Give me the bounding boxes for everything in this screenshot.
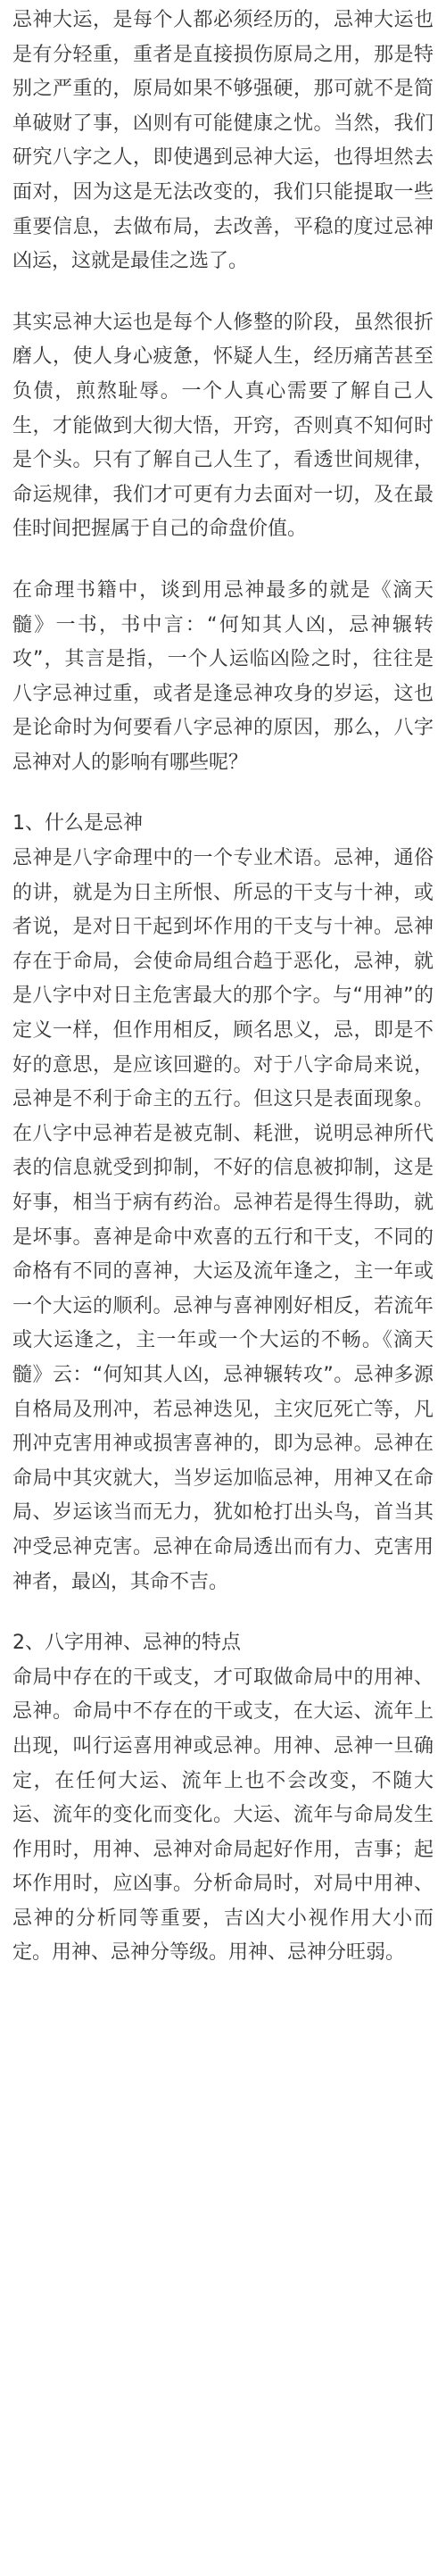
article-paragraph: 其实忌神大运也是每个人修整的阶段，虽然很折磨人，使人身心疲惫，怀疑人生，经历痛苦甚至负债，煎熬耻辱。一个人真心需要了解自己人生，才能做到大彻大悟，开窍，否则真不知何时是个头。只有了解自己人生了，看透世间规律，命运规律，我们才可更有力去面对一切，及在最佳时间把握属于自己的命盘价值。: [12, 311, 434, 541]
article-paragraph: 在命理书籍中，谈到用忌神最多的就是《滴天髓》一书，书中言：“何知其人凶，忌神辗转攻”，其言是指，一个人运临凶险之时，往往是八字忌神过重，或者是逢忌神攻身的岁运，这也是论命时为何要看八字忌神的原因，那么，八字忌神对人的影响有哪些呢？: [12, 578, 434, 774]
article-paragraph: 忌神大运，是每个人都必须经历的，忌神大运也是有分轻重，重者是直接损伤原局之用，那是特别之严重的，原局如果不够强硬，那可就不是简单破财了事，凶则有可能健康之忧。当然，我们研究八字之人，即使遇到忌神大运，也得坦然去面对，因为这是无法改变的，我们只能提取一些重要信息，去做布局，去改善，平稳的度过忌神凶运，这就是最佳之选了。: [12, 9, 434, 273]
section-what-is-jishen: [12, 807, 434, 1600]
section-body: 忌神是八字命理中的一个专业术语。忌神，通俗的讲，就是为日主所恨、所忌的干支与十神，或者说，是对日干起到坏作用的干支与十神。忌神存在于命局，会使命局组合趋于恶化，忌神，就是八字中对日主危害最大的那个字。与“用神”的定义一样，但作用相反，顾名思义，忌，即是不好的意思，是应该回避的。对于八字命局来说，忌神是不利于命主的五行。但这只是表面现象。在八字中忌神若是被克制、耗泄，说明忌神所代表的信息就受到抑制，不好的信息被抑制，这是好事，相当于病有药治。忌神若是得生得助，就是坏事。喜神是命中欢喜的五行和干支，不同的命格有不同的喜神，大运及流年逢之，主一年或一个大运的顺利。忌神与喜神刚好相反，若流年或大运逢之，主一年或一个大运的不畅。《滴天髓》云：“何知其人凶，忌神辗转攻”。忌神多源自格局及刑冲，若忌神迭见，主灾厄死亡等，凡刑冲克害用神或损害喜神的，即为忌神。忌神在命局中其灾就大，当岁运加临忌神，用神又在命局、岁运该当而无力，犹如枪打出头鸟，首当其冲受忌神克害。忌神在命局透出而有力、克害用神者，最凶，其命不吉。: [12, 847, 434, 1593]
section-body: 命局中存在的干或支，才可取做命局中的用神、忌神。命局中不存在的干或支，在大运、流年上出现，叫行运喜用神或忌神。用神、忌神一旦确定，在任何大运、流年上也不会改变，不随大运、流年的变化而变化。大运、流年与命局发生作用时，用神、忌神对命局起好作用，吉事；起坏作用时，应凶事。分析命局时，对局中用神、忌神的分析同等重要，吉凶大小视作用大小而定。用神、忌神分等级。用神、忌神分旺弱。: [12, 1666, 434, 1965]
section-features: [12, 1626, 434, 1971]
section-heading: 2、八字用神、忌神的特点: [12, 1632, 241, 1655]
section-heading: 1、什么是忌神: [12, 812, 143, 835]
